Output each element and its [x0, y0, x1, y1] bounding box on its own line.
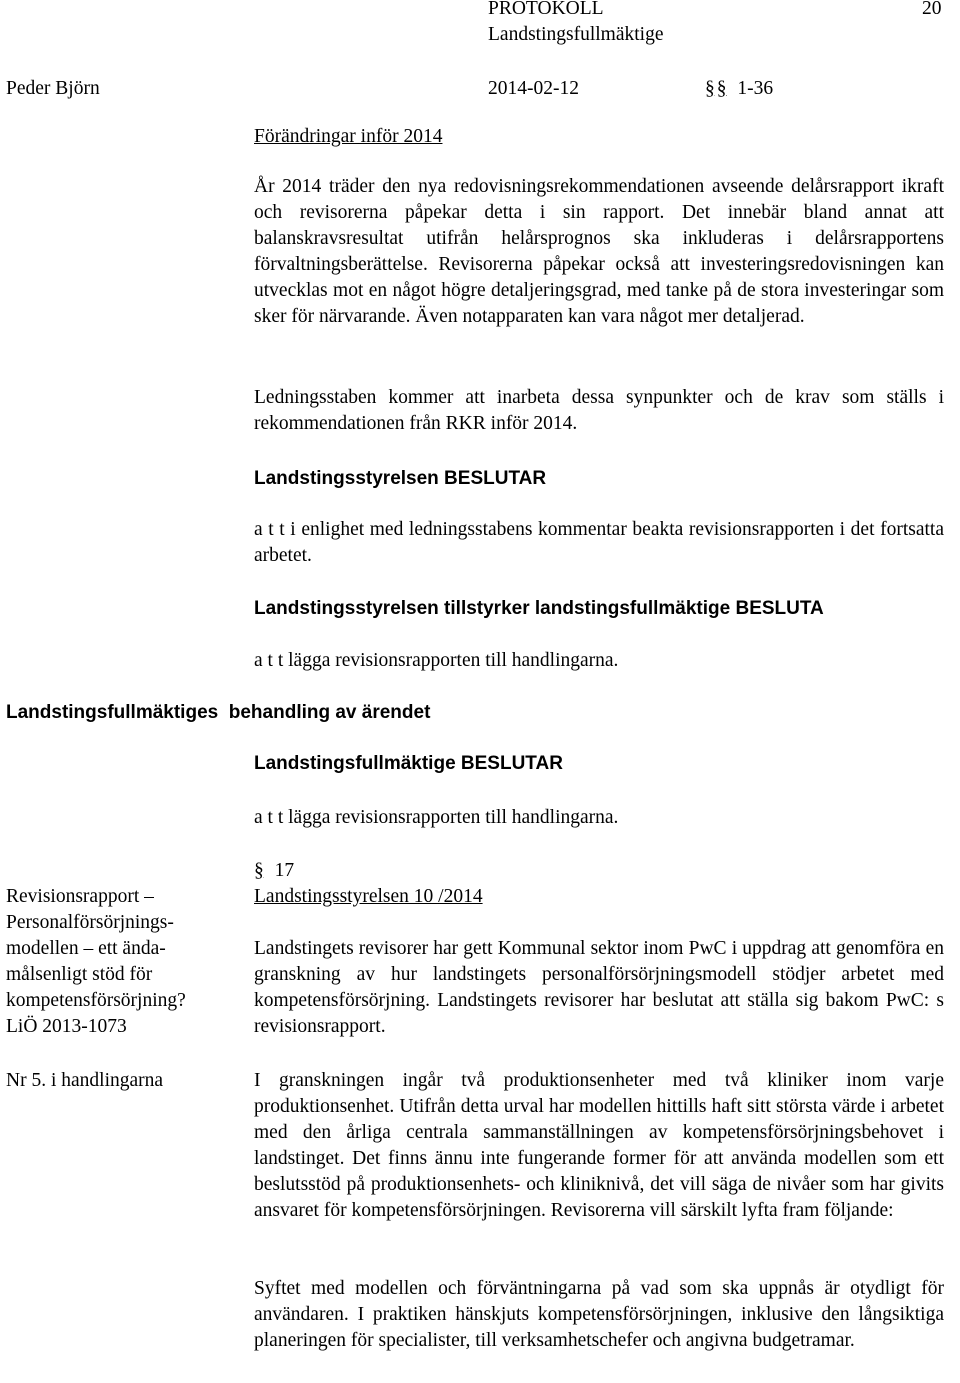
paragraph-recommendation: År 2014 träder den nya redovisningsrekommendationen avseende delårsrapport ikraft och revisorerna påpekar detta i sin rapport. Det innebär bland annat att balanskravsresultat utifrån helårsprognos ska inkluderas i delårsrapportens förvaltningsberättelse. Revisorerna påpekar också att investeringsredovisningen kan utvecklas mot en något högre detaljeringsgrad, med tanke på de stora investeringar som sker för närvarande. Även notapparaten kan vara något mer detaljerad.: [254, 176, 944, 327]
page-number: 20: [922, 0, 942, 19]
decision-heading-assembly: Landstingsfullmäktige BESLUTAR: [254, 753, 563, 774]
sidebar-line-1: Revisionsrapport –: [6, 886, 154, 907]
section-17-number: [254, 858, 294, 884]
handling-heading: Landstingsfullmäktiges behandling av ärendet: [6, 702, 431, 723]
subheading-changes-2014: Förändringar inför 2014: [254, 126, 443, 147]
section-17-paragraph-1: Landstingets revisorer har gett Kommunal sektor inom PwC i uppdrag att genomföra en granskning av hur landstingets personalförsörjningsmodell stödjer arbetet med kompetensförsörjning. Landstingets revisorer har beslutat att ställa sig bakom PwC: s revisionsrapport.: [254, 938, 944, 1037]
document-header: [0, 0, 960, 100]
author-name: Peder Björn: [6, 78, 100, 99]
section-17-sidebar: [6, 884, 236, 1040]
sidebar-line-4: målsenligt stöd för: [6, 964, 153, 985]
decision-text-board: a t t i enlighet med ledningsstabens kommentar beakta revisionsrapporten i det fortsatta arbetet.: [254, 519, 944, 566]
section-range: [705, 76, 773, 102]
section-range-text: 1-36: [737, 78, 774, 99]
decision-text-recommend: a t t lägga revisionsrapporten till handlingarna.: [254, 650, 619, 671]
doc-type: PROTOKOLL: [488, 0, 604, 19]
section-17-symbol: §: [254, 860, 264, 881]
sidebar-line-5: kompetensförsörjning?: [6, 990, 186, 1011]
section-symbol-2: §: [716, 78, 727, 99]
section-17-paragraph-3: Syftet med modellen och förväntningarna på vad som ska uppnås är otydligt för användaren. I praktiken hänskjuts kompetensförsörjningen, inklusive den långsiktiga planeringen för specialister, till verksamhetschefer och angivna budgetramar.: [254, 1278, 944, 1351]
section-17-reference: Landstingsstyrelsen 10 /2014: [254, 886, 483, 907]
section-17-num: 17: [274, 860, 295, 881]
meeting-date: 2014-02-12: [488, 78, 579, 99]
attachment-reference: Nr 5. i handlingarna: [6, 1070, 164, 1091]
sidebar-line-6: LiÖ 2013-1073: [6, 1016, 127, 1037]
decision-heading-board: Landstingsstyrelsen BESLUTAR: [254, 468, 547, 489]
sidebar-line-2: Personalförsörjnings-: [6, 912, 174, 933]
decision-text-assembly: a t t lägga revisionsrapporten till handlingarna.: [254, 807, 619, 828]
decision-heading-recommend: Landstingsstyrelsen tillstyrker landstingsfullmäktige BESLUTA: [254, 598, 824, 619]
section-17-paragraph-2: I granskningen ingår två produktionsenheter med två kliniker inom varje produktionsenhet. Utifrån detta urval har modellen hittills haft sitt största värde i arbetet med den årliga centrala sammanställningen av kompetensförsörjningsbehovet i landstinget. Det finns ännu inte fungerande former för att använda modellen som ett beslutsstöd på produktionsenhets- och kliniknivå, det vill säga de nivåer som har givits ansvaret för kompetensförsörjningen. Revisorerna vill särskilt lyfta fram följande:: [254, 1070, 944, 1221]
paragraph-management-staff: Ledningsstaben kommer att inarbeta dessa synpunkter och de krav som ställs i rekommendationen från RKR inför 2014.: [254, 387, 944, 434]
section-symbol: §: [705, 78, 715, 99]
sidebar-line-3: modellen – ett ända-: [6, 938, 166, 959]
assembly-name: Landstingsfullmäktige: [488, 24, 664, 45]
